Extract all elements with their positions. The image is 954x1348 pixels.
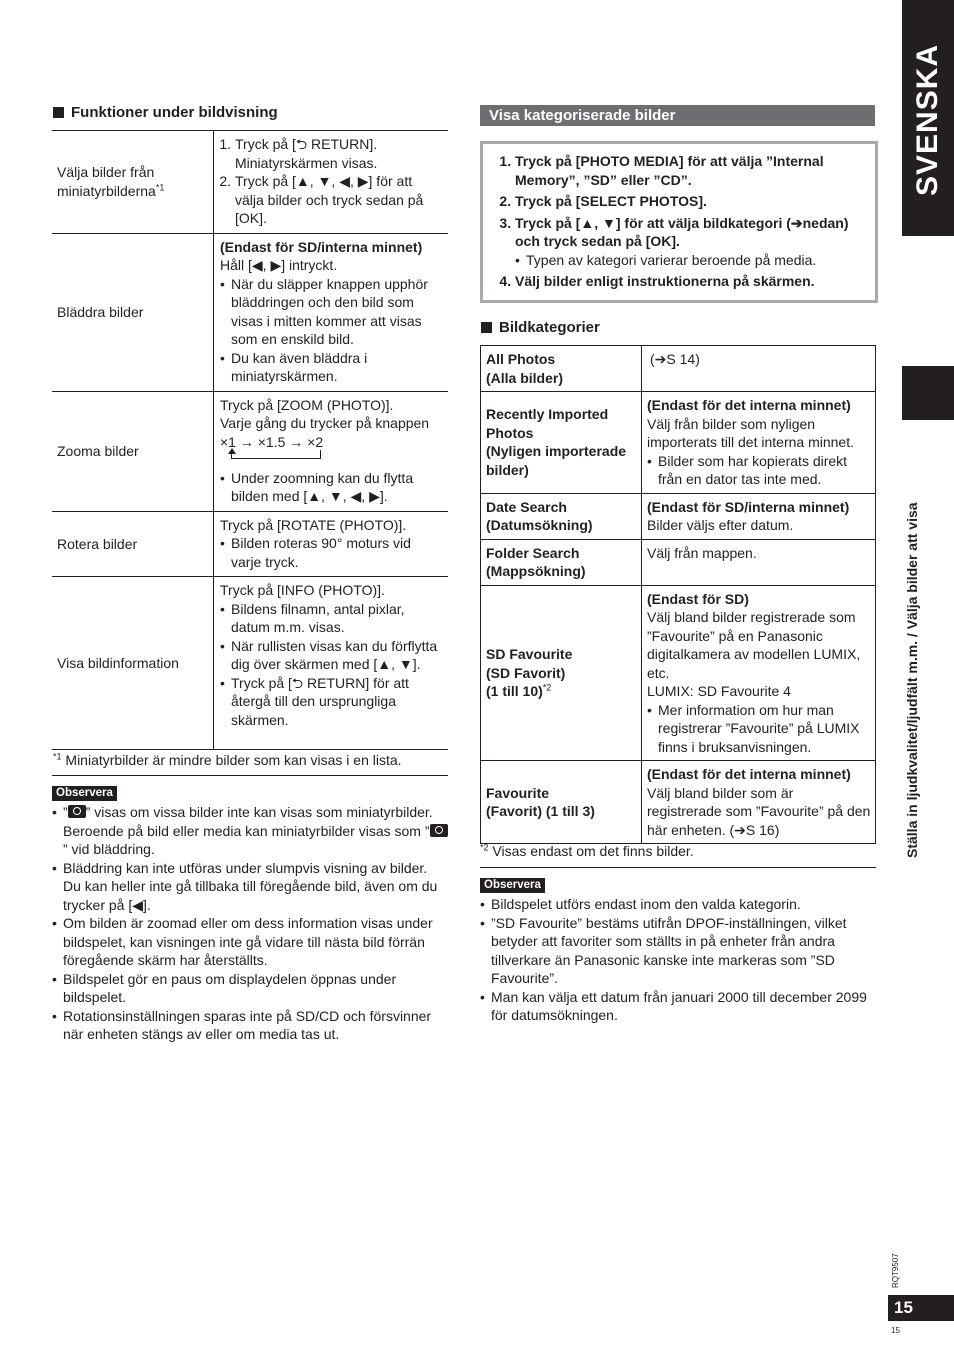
category-label (481, 392, 642, 494)
bullet-list (220, 469, 444, 506)
section-heading-functions (53, 104, 278, 121)
description-text: Välj bland bilder registrerade som ”Favourite” på en Panasonic digitalkamera av modellen LUMIX, etc. (647, 609, 861, 681)
note-item: • Bildspelet gör en paus om displaydelen öppnas under bildspelet. (52, 970, 448, 1007)
table-row (481, 761, 876, 844)
description-text: Välj bland bilder som är registrerade som ”Favourite” på den här enheten. (➔S 16) (647, 784, 871, 838)
page-number-small: 15 (891, 1326, 900, 1335)
step (515, 214, 865, 270)
page-number-box (888, 1295, 954, 1321)
arrow-head-icon (228, 448, 236, 454)
category-steps (491, 152, 865, 291)
steps-list (220, 135, 444, 228)
zoom-cycle (220, 433, 444, 469)
language-label: SVENSKA (911, 43, 944, 197)
description-text: Bilder väljs efter datum. (647, 517, 794, 533)
bullet-item: • Tryck på [⮌ RETURN] för att återgå till den ursprungliga skärmen. (220, 674, 444, 730)
footnote-text: Miniatyrbilder är mindre bilder som kan visas i en lista. (65, 752, 402, 768)
bullet-list (220, 275, 444, 386)
category-name: Favourite (486, 784, 550, 801)
category-name-sv: (Mappsökning) (486, 563, 586, 579)
footnote-ref: *1 (155, 182, 165, 193)
divider (480, 867, 876, 868)
camera-icon (68, 805, 86, 818)
step: 2. Tryck på [▲, ▼, ◀, ▶] för att välja bilder och tryck sedan på [OK]. (235, 172, 444, 228)
category-name-sv: (Alla bilder) (486, 369, 564, 386)
bullet-item: • Under zoomning kan du flytta bilden med [▲, ▼, ◀, ▶]. (220, 469, 444, 506)
row-label: Rotera bilder (52, 511, 214, 577)
category-name-sv: (Datumsökning) (486, 517, 593, 533)
note-item: • Bildspelet utförs endast inom den valda kategorin. (480, 895, 876, 914)
table-row (481, 346, 876, 392)
observe-block-right (480, 875, 876, 1025)
step: 4. Välj bilder enligt instruktionerna på skärmen. (515, 272, 865, 291)
note-item: • ”SD Favourite” bestäms utifrån DPOF-inställningen, vilket betyder att favoriter som ställts in på enheter från andra tillverkare än Panasonic kanske inte markeras som ”SD Favourite”. (480, 914, 876, 988)
footnote-text: Visas endast om det finns bilder. (492, 843, 694, 859)
bullet-item: • Bilden roteras 90° moturs vid varje tryck. (220, 534, 444, 571)
observe-badge: Observera (480, 878, 545, 893)
observe-badge: Observera (52, 786, 117, 801)
footnote-ref: *2 (542, 682, 552, 693)
category-label (481, 761, 642, 844)
category-description (642, 539, 876, 585)
row-label (52, 131, 214, 234)
cycle-return-arrow-icon (231, 450, 321, 459)
note-item (52, 803, 448, 859)
description-text: LUMIX: SD Favourite 4 (647, 683, 791, 699)
square-bullet-icon (53, 107, 64, 118)
category-name: SD Favourite (486, 646, 573, 662)
category-name-sv: (Favorit) (1 till 3) (486, 803, 595, 819)
row-description (214, 391, 449, 511)
category-range (486, 682, 637, 701)
bullet-item: • Bildens filnamn, antal pixlar, datum m.m. visas. (220, 600, 444, 637)
bullet-list (647, 452, 871, 489)
table-row (52, 391, 448, 511)
bullet-list (647, 701, 871, 757)
square-bullet-icon (481, 322, 492, 333)
category-name: Recently Imported Photos (486, 406, 609, 441)
observe-notes (480, 895, 876, 1025)
category-description (642, 761, 876, 844)
instruction-text: Håll [◀, ▶] intryckt. (220, 257, 338, 273)
category-label (481, 346, 642, 392)
category-description (642, 346, 876, 392)
page-number: 15 (894, 1298, 913, 1317)
footnote-1 (53, 751, 449, 770)
media-restriction: (Endast för det interna minnet) (647, 766, 851, 782)
footnote-mark: *1 (53, 751, 62, 762)
instruction-text: Varje gång du trycker på knappen (220, 415, 430, 431)
row-label: Bläddra bilder (52, 233, 214, 391)
media-restriction: (Endast för det interna minnet) (647, 397, 851, 413)
steps-box (480, 141, 878, 303)
step: 1. Tryck på [⮌ RETURN]. Miniatyrskärmen visas. (235, 135, 444, 172)
document-code: RQT9507 (891, 1253, 900, 1288)
bullet-list (220, 534, 444, 571)
language-tab (902, 0, 954, 236)
category-name: Date Search (486, 498, 567, 515)
category-name: Folder Search (486, 544, 580, 561)
category-name: All Photos (486, 351, 556, 367)
table-row (52, 511, 448, 577)
instruction-text: Tryck på [ROTATE (PHOTO)]. (220, 516, 407, 533)
note-item: • Bläddring kan inte utföras under slumpvis visning av bilder. Du kan heller inte gå tillbaka till föregående bild, även om du trycker på [◀]. (52, 859, 448, 915)
instruction-text: Tryck på [INFO (PHOTO)]. (220, 582, 385, 598)
section-title: Visa kategoriserade bilder (489, 107, 676, 124)
table-row (481, 585, 876, 761)
description-text: Välj från mappen. (647, 544, 757, 561)
category-label (481, 585, 642, 761)
row-description (214, 511, 449, 577)
note-text: ” vid bläddring. (63, 841, 155, 857)
functions-heading: Funktioner under bildvisning (71, 104, 278, 121)
categories-table (480, 345, 876, 844)
row-description (214, 233, 449, 391)
zoom-cycle-text: ×1 → ×1.5 → ×2 (220, 433, 324, 450)
row-label: Visa bildinformation (52, 577, 214, 750)
footnote-2 (480, 842, 876, 861)
row-description (214, 131, 449, 234)
table-row (481, 392, 876, 494)
category-name-sv: (SD Favorit) (486, 664, 566, 681)
table-row (52, 577, 448, 750)
row-label: Zooma bilder (52, 391, 214, 511)
section-heading-categories (481, 319, 600, 336)
table-row (52, 233, 448, 391)
sub-bullet: • Typen av kategori varierar beroende på media. (515, 251, 865, 270)
note-text: ” (63, 804, 68, 820)
step: 1. Tryck på [PHOTO MEDIA] för att välja ”Internal Memory”, ”SD” eller ”CD”. (515, 152, 865, 189)
instruction-text: Tryck på [ZOOM (PHOTO)]. (220, 396, 394, 413)
media-restriction: (Endast för SD/interna minnet) (220, 238, 423, 255)
table-row (481, 539, 876, 585)
observe-block-left (52, 783, 448, 1044)
media-restriction: (Endast för SD) (647, 590, 749, 607)
functions-table (52, 130, 448, 750)
bullet-item: • När rullisten visas kan du förflytta dig över skärmen med [▲, ▼]. (220, 637, 444, 674)
section-title-bar (480, 105, 875, 126)
bullet-item: • Bilder som har kopierats direkt från en dator tas inte med. (647, 452, 871, 489)
category-name-sv: (Nyligen importerade bilder) (486, 443, 627, 478)
chapter-tab (902, 366, 954, 420)
bullet-item: • När du släpper knappen upphör bläddringen och den bild som visas i mitten kommer att visas som en enskild bild. (220, 275, 444, 349)
note-item: • Man kan välja ett datum från januari 2000 till december 2099 för datumsökningen. (480, 988, 876, 1025)
bullet-list (220, 600, 444, 730)
bullet-item: • Mer information om hur man registrerar ”Favourite” på LUMIX finns i bruksanvisningen. (647, 701, 871, 757)
table-row (481, 493, 876, 539)
camera-icon (430, 824, 448, 837)
category-description (642, 493, 876, 539)
step: 2. Tryck på [SELECT PHOTOS]. (515, 192, 865, 211)
table-row (52, 131, 448, 234)
sub-bullets (515, 251, 865, 270)
observe-notes (52, 803, 448, 1044)
media-restriction: (Endast för SD/interna minnet) (647, 498, 850, 515)
category-description (642, 392, 876, 494)
note-text: ” visas om vissa bilder inte kan visas som miniatyrbilder. Beroende på bild eller media kan miniatyrbilder visas som ” (63, 804, 433, 839)
note-item: • Rotationsinställningen sparas inte på SD/CD och försvinner när enheten stängs av eller om media tas ut. (52, 1007, 448, 1044)
category-description (642, 585, 876, 761)
description-text: (➔S 14) (650, 351, 700, 367)
row-description (214, 577, 449, 750)
description-text: Välj från bilder som nyligen importerats till det interna minnet. (647, 415, 854, 450)
category-label (481, 539, 642, 585)
note-item: • Om bilden är zoomad eller om dess information visas under bildspelet, kan visningen inte gå vidare till nästa bild förrän föregående skärm har återställts. (52, 914, 448, 970)
divider (52, 775, 448, 776)
range-text: (1 till 10) (486, 683, 543, 699)
category-label (481, 493, 642, 539)
row-label-text: Välja bilder från miniatyrbilderna (57, 164, 156, 199)
footnote-mark: *2 (480, 842, 489, 853)
categories-heading: Bildkategorier (499, 319, 600, 336)
chapter-title: Ställa in ljudkvalitet/ljudfält m.m. / Välja bilder att visa (904, 502, 920, 858)
bullet-item: • Du kan även bläddra i miniatyrskärmen. (220, 349, 444, 386)
step-text: Tryck på [▲, ▼] för att välja bildkategori (➔nedan) och tryck sedan på [OK]. (515, 214, 849, 249)
